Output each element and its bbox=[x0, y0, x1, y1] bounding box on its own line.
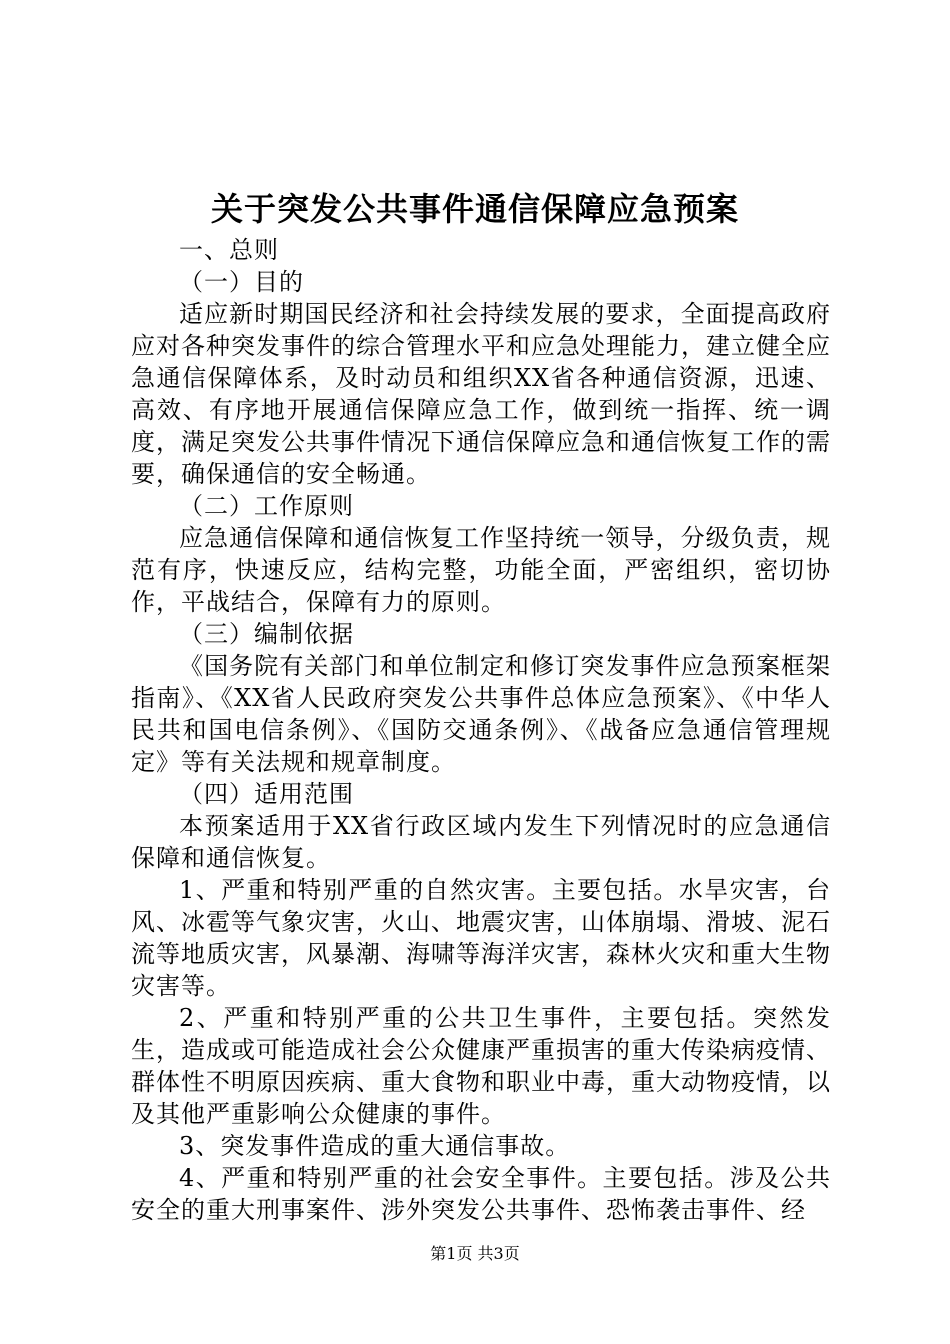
document-title: 关于突发公共事件通信保障应急预案 bbox=[210, 190, 739, 228]
section-heading: （二）工作原则 bbox=[179, 492, 354, 520]
page-footer: 第1页 共3页 bbox=[430, 1244, 520, 1263]
document-body bbox=[131, 234, 831, 1226]
paragraph: 3、突发事件造成的重大通信事故。 bbox=[179, 1132, 571, 1160]
section-heading: 一、总则 bbox=[179, 236, 279, 264]
paragraph: 本预案适用于XX省行政区域内发生下列情况时的应急通信保障和通信恢复。 bbox=[131, 812, 831, 872]
paragraph: 应急通信保障和通信恢复工作坚持统一领导，分级负责，规范有序，快速反应，结构完整，功能全面，严密组织，密切协作，平战结合，保障有力的原则。 bbox=[131, 524, 831, 616]
paragraph: 《国务院有关部门和单位制定和修订突发事件应急预案框架指南》、《XX省人民政府突发公共事件总体应急预案》、《中华人民共和国电信条例》、《国防交通条例》、《战备应急通信管理规定》等有关法规和规章制度。 bbox=[131, 652, 831, 776]
paragraph: 1、严重和特别严重的自然灾害。主要包括。水旱灾害，台风、冰雹等气象灾害，火山、地震灾害，山体崩塌、滑坡、泥石流等地质灾害，风暴潮、海啸等海洋灾害，森林火灾和重大生物灾害等。 bbox=[131, 876, 831, 1000]
paragraph: 2、严重和特别严重的公共卫生事件，主要包括。突然发生，造成或可能造成社会公众健康严重损害的重大传染病疫情、群体性不明原因疾病、重大食物和职业中毒，重大动物疫情，以及其他严重影响公众健康的事件。 bbox=[131, 1004, 831, 1128]
section-heading: （一）目的 bbox=[179, 268, 304, 296]
section-heading: （三）编制依据 bbox=[179, 620, 354, 648]
paragraph: 适应新时期国民经济和社会持续发展的要求，全面提高政府应对各种突发事件的综合管理水平和应急处理能力，建立健全应急通信保障体系，及时动员和组织XX省各种通信资源，迅速、高效、有序地开展通信保障应急工作，做到统一指挥、统一调度，满足突发公共事件情况下通信保障应急和通信恢复工作的需要，确保通信的安全畅通。 bbox=[131, 300, 831, 488]
section-heading: （四）适用范围 bbox=[179, 780, 354, 808]
paragraph: 4、严重和特别严重的社会安全事件。主要包括。涉及公共安全的重大刑事案件、涉外突发公共事件、恐怖袭击事件、经 bbox=[131, 1164, 831, 1224]
